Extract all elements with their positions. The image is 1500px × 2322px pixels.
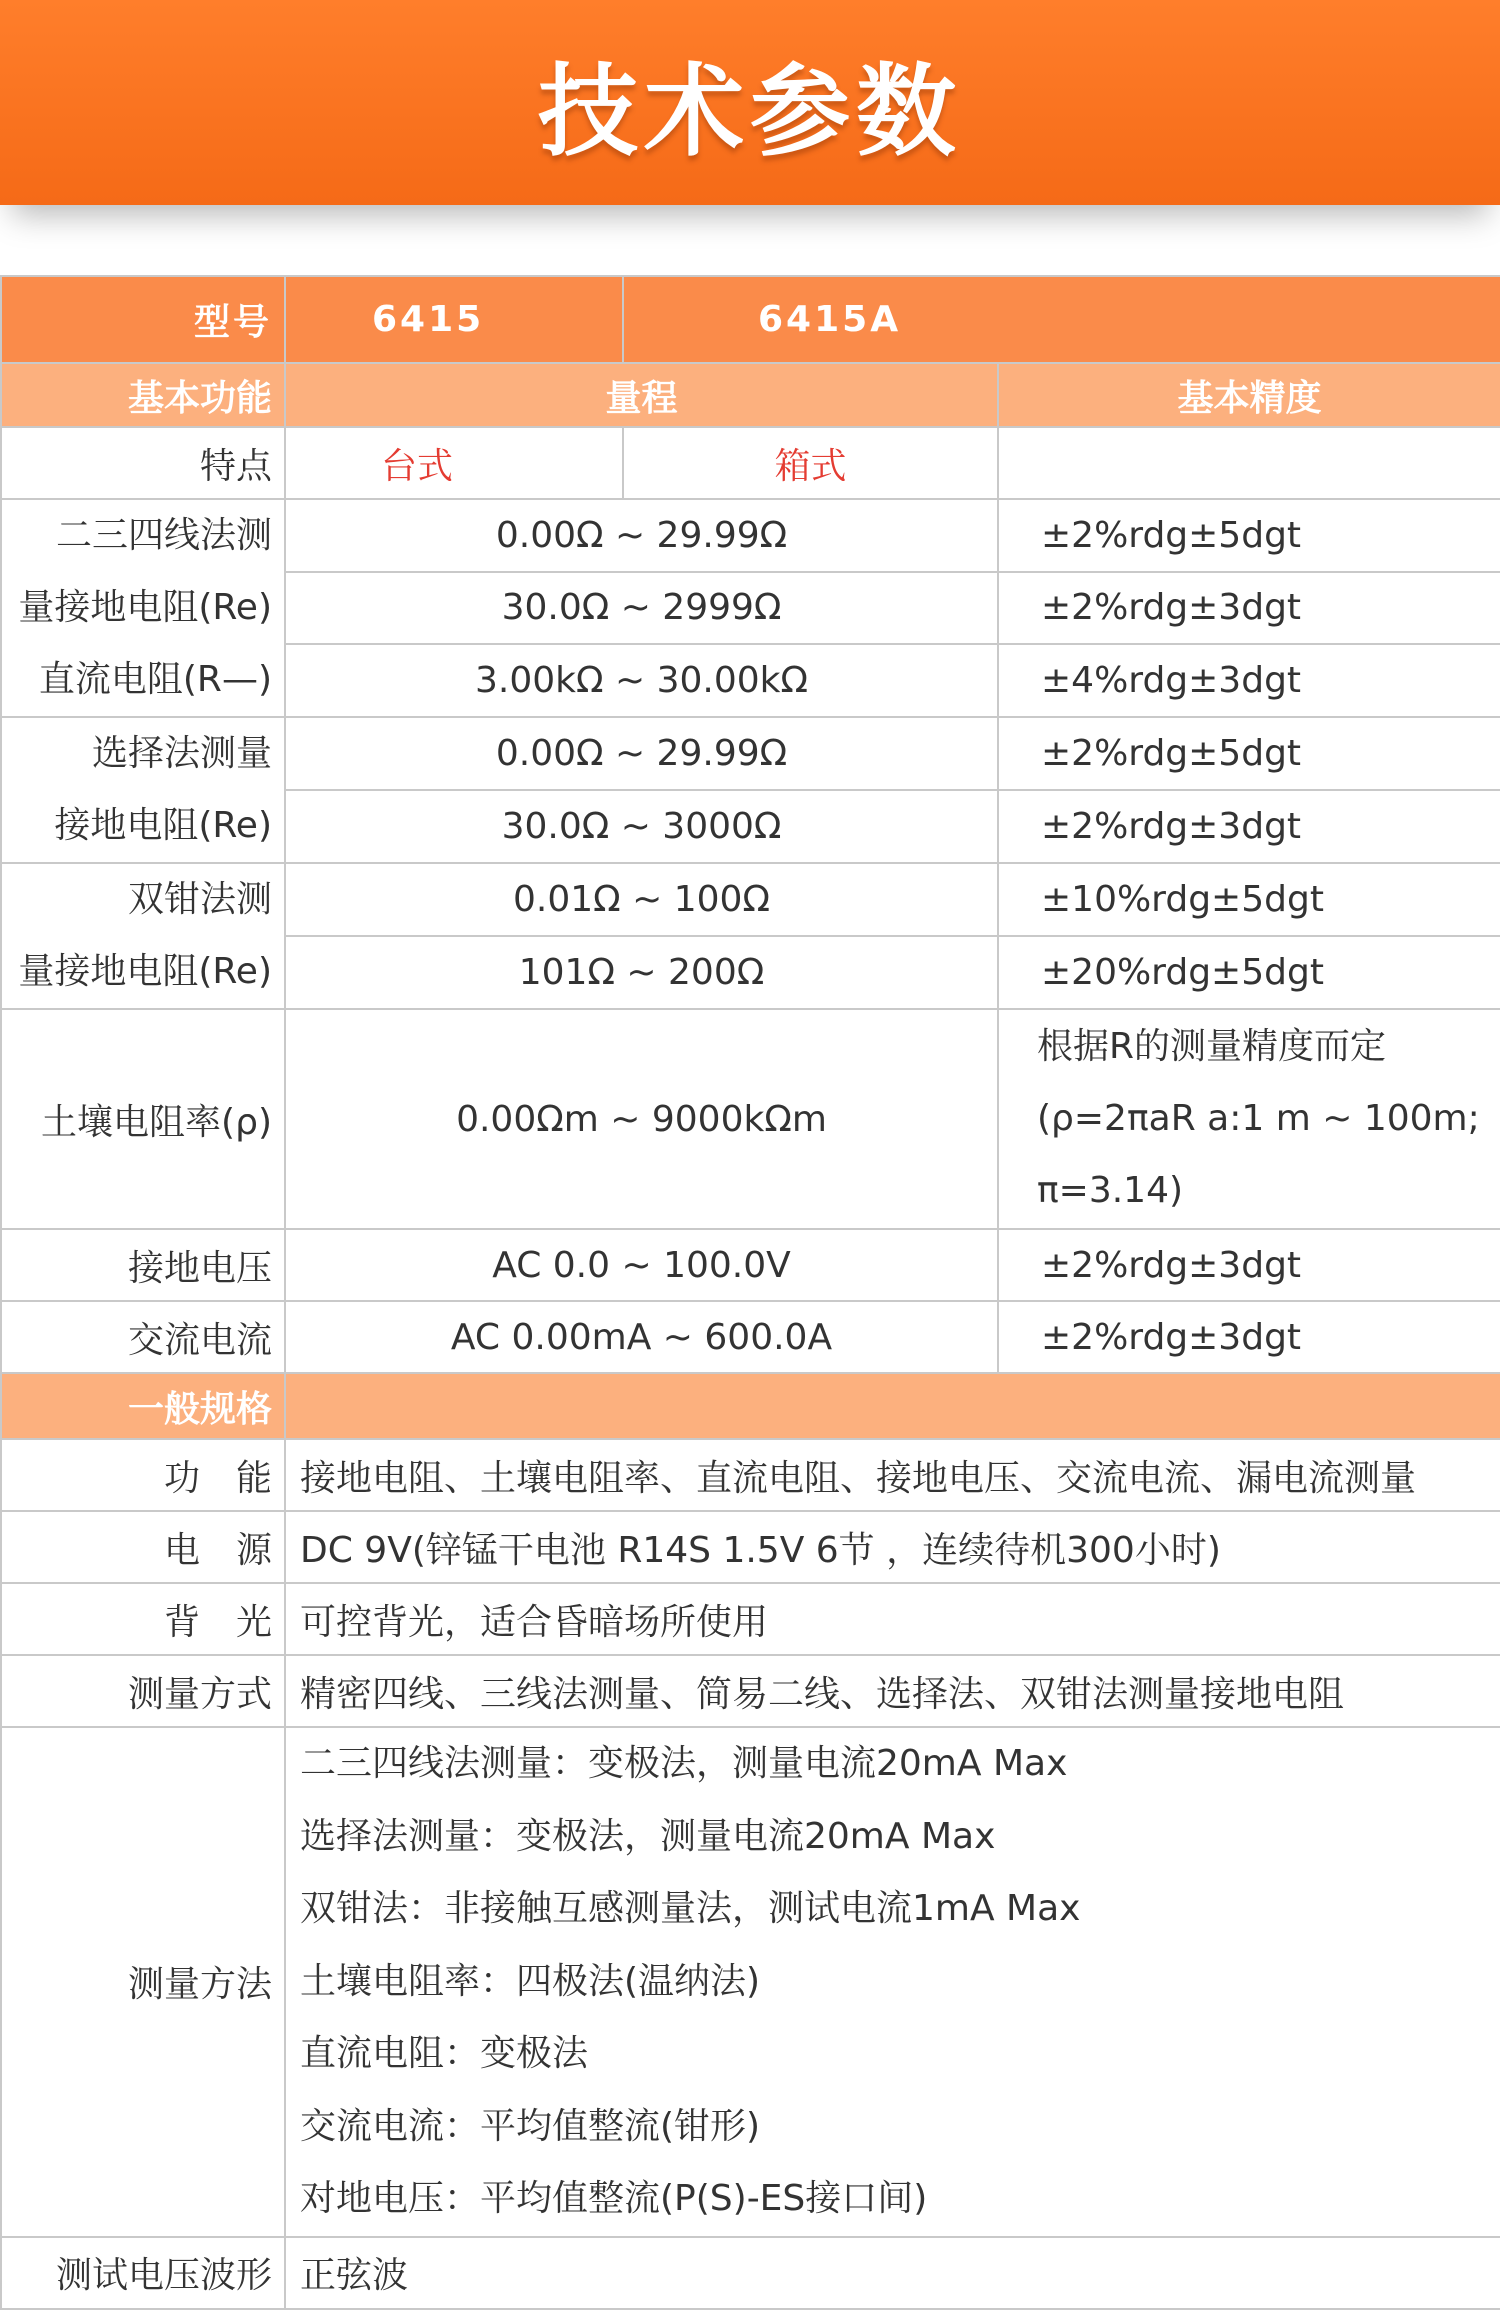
accuracy-value: ±2%rdg±5dgt (998, 717, 1500, 790)
spec-table (0, 275, 1500, 2310)
method-line: 双钳法：非接触互感测量法，测试电流1mA Max (300, 1888, 1081, 1929)
table-row (1, 499, 1500, 572)
backlight-value: 可控背光，适合昏暗场所使用 (285, 1583, 1500, 1655)
accuracy-value: ±2%rdg±5dgt (998, 499, 1500, 572)
method-line: 对地电压：平均值整流(P(S)-ES接口间) (300, 2178, 928, 2219)
features-empty (998, 427, 1500, 499)
power-label: 电 源 (1, 1511, 285, 1583)
model-a-type: 台式 (285, 427, 623, 499)
accuracy-value: ±2%rdg±3dgt (998, 572, 1500, 645)
method-line: 交流电流：平均值整流(钳形) (300, 2105, 761, 2147)
table-row (1, 1229, 1500, 1301)
earth4-label: 二三四线法测 量接地电阻(Re) 直流电阻(R—) (1, 499, 285, 717)
model-6415a: 6415A (623, 276, 1500, 363)
table-row (1, 1009, 1500, 1229)
range-header: 量程 (285, 363, 998, 427)
accuracy-value: ±20%rdg±5dgt (998, 936, 1500, 1009)
features-row (1, 427, 1500, 499)
range-value: 30.0Ω ~ 3000Ω (285, 790, 998, 863)
backlight-label: 背 光 (1, 1583, 285, 1655)
function-value: 接地电阻、土壤电阻率、直流电阻、接地电压、交流电流、漏电流测量 (285, 1439, 1500, 1511)
method-line: 直流电阻：变极法 (300, 2033, 589, 2074)
table-row (1, 1583, 1500, 1655)
table-row (1, 1727, 1500, 2237)
select-label: 选择法测量 接地电阻(Re) (1, 717, 285, 863)
accuracy-header: 基本精度 (998, 363, 1500, 427)
soil-accuracy: 根据R的测量精度而定 (ρ=2πaR a:1 m ~ 100m; π=3.14) (998, 1009, 1500, 1229)
model-b-type: 箱式 (623, 427, 998, 499)
range-value: 0.00Ω ~ 29.99Ω (285, 499, 998, 572)
function-label: 功 能 (1, 1439, 285, 1511)
measure-mode-value: 精密四线、三线法测量、简易二线、选择法、双钳法测量接地电阻 (285, 1655, 1500, 1727)
table-row (1, 1439, 1500, 1511)
measure-mode-label: 测量方式 (1, 1655, 285, 1727)
model-6415: 6415 (285, 276, 623, 363)
method-line: 二三四线法测量：变极法，测量电流20mA Max (300, 1743, 1068, 1784)
voltage-range: AC 0.0 ~ 100.0V (285, 1229, 998, 1301)
general-spec-header-row (1, 1373, 1500, 1439)
general-spec-header-fill (285, 1373, 1500, 1439)
range-value: 0.00Ω ~ 29.99Ω (285, 717, 998, 790)
accuracy-value: ±2%rdg±3dgt (998, 790, 1500, 863)
accuracy-value: ±4%rdg±3dgt (998, 644, 1500, 717)
banner (0, 0, 1500, 205)
table-row (1, 2237, 1500, 2309)
model-label: 型号 (1, 276, 285, 363)
voltage-accuracy: ±2%rdg±3dgt (998, 1229, 1500, 1301)
basic-function-header: 基本功能 (1, 363, 285, 427)
page-title: 技术参数 (538, 52, 962, 170)
table-row (1, 1301, 1500, 1373)
subheader-row (1, 363, 1500, 427)
range-value: 0.01Ω ~ 100Ω (285, 863, 998, 936)
measure-method-value (285, 1727, 1500, 2237)
range-value: 3.00kΩ ~ 30.00kΩ (285, 644, 998, 717)
table-row (1, 1655, 1500, 1727)
model-row (1, 276, 1500, 363)
table-row (1, 717, 1500, 790)
waveform-label: 测试电压波形 (1, 2237, 285, 2309)
voltage-label: 接地电压 (1, 1229, 285, 1301)
range-value: 101Ω ~ 200Ω (285, 936, 998, 1009)
waveform-value: 正弦波 (285, 2237, 1500, 2309)
clamp-label: 双钳法测 量接地电阻(Re) (1, 863, 285, 1009)
soil-range: 0.00Ωm ~ 9000kΩm (285, 1009, 998, 1229)
general-spec-title: 一般规格 (1, 1373, 285, 1439)
range-value: 30.0Ω ~ 2999Ω (285, 572, 998, 645)
method-line: 选择法测量：变极法，测量电流20mA Max (300, 1815, 996, 1857)
measure-method-label: 测量方法 (1, 1727, 285, 2237)
soil-label: 土壤电阻率(ρ) (1, 1009, 285, 1229)
current-accuracy: ±2%rdg±3dgt (998, 1301, 1500, 1373)
features-label: 特点 (1, 427, 285, 499)
accuracy-value: ±10%rdg±5dgt (998, 863, 1500, 936)
method-line: 土壤电阻率：四极法(温纳法) (300, 1960, 761, 2002)
power-value: DC 9V(锌锰干电池 R14S 1.5V 6节 ，连续待机300小时) (285, 1511, 1500, 1583)
current-range: AC 0.00mA ~ 600.0A (285, 1301, 998, 1373)
table-row (1, 863, 1500, 936)
table-row (1, 1511, 1500, 1583)
current-label: 交流电流 (1, 1301, 285, 1373)
